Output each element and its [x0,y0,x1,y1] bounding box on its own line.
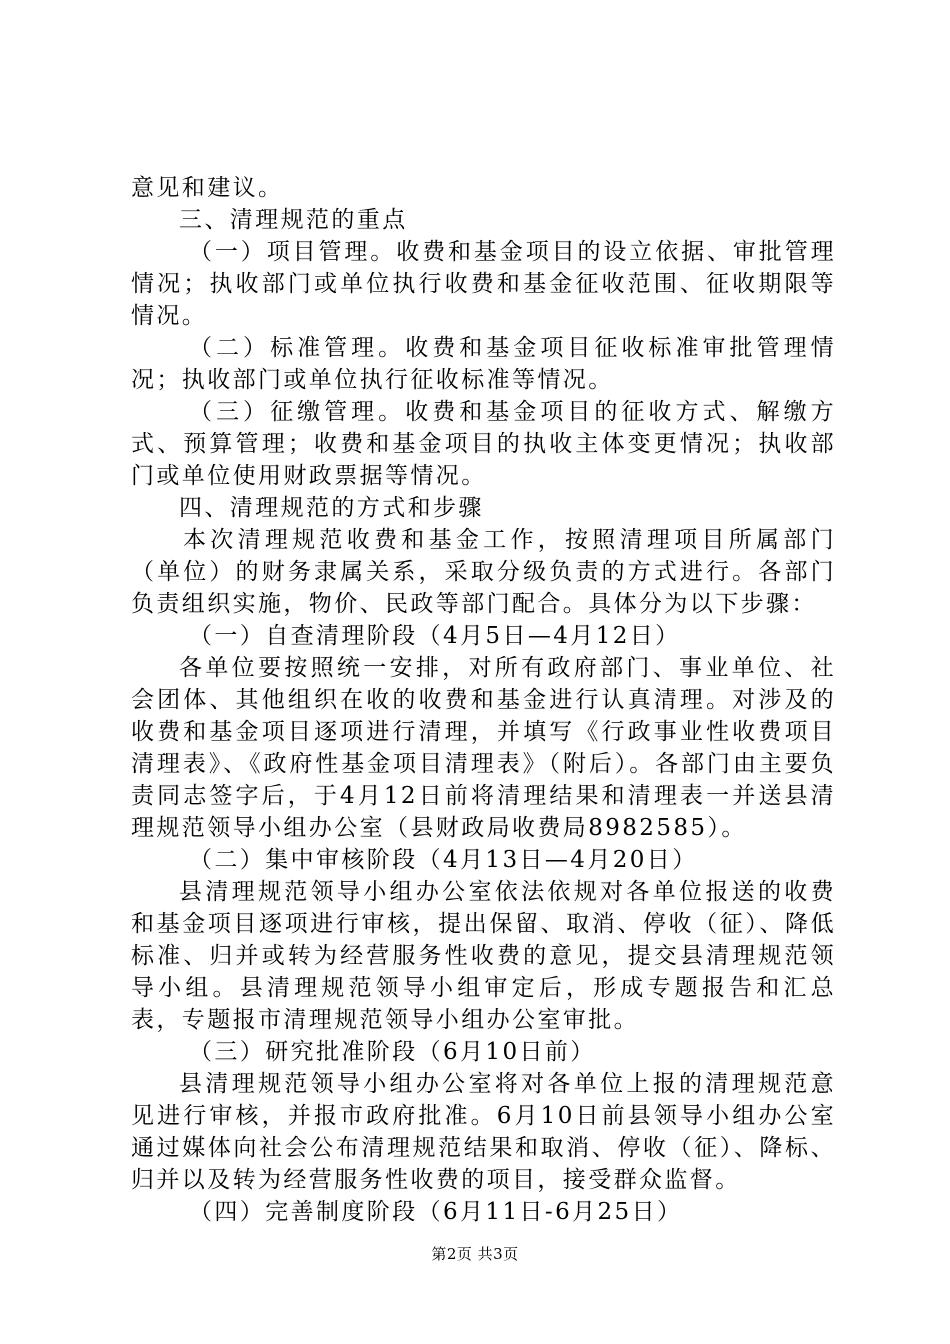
stage-heading-approval: （三）研究批准阶段（6月10日前） [189,1039,596,1065]
paragraph-self-check: 各单位要按照统一安排，对所有政府部门、事业单位、社会团体、其他组织在收的收费和基金进行认真清理。对涉及的收费和基金项目逐项进行清理，并填写《行政事业性收费项目清理表》、《政府性基金项目清理表》（附后）。各部门由主要负责同志签字后，于4月12日前将清理结果和清理表一并送县清理规范领导小组办公室（县财政局收费局8982585）。 [131,655,836,841]
paragraph-standard-management: （二）标准管理。收费和基金项目征收标准审批管理情况；执收部门或单位执行征收标准等情况。 [131,335,836,393]
page-number-label: 第2页 共3页 [431,1245,519,1263]
page-footer [0,1244,950,1264]
paragraph-method-overview: 本次清理规范收费和基金工作，按照清理项目所属部门（单位）的财务隶属关系，采取分级负责的方式进行。各部门负责组织实施，物价、民政等部门配合。具体分为以下步骤： [131,527,836,617]
paragraph-continuation: 意见和建议。 [131,175,284,201]
document-body [131,172,836,1228]
section-heading-4: 四、清理规范的方式和步骤 [179,495,484,521]
section-heading-3: 三、清理规范的重点 [179,207,408,233]
stage-heading-improvement: （四）完善制度阶段（6月11日-6月25日） [189,1199,683,1225]
paragraph-approval: 县清理规范领导小组办公室将对各单位上报的清理规范意见进行审核，并报市政府批准。6月10日前县领导小组办公室通过媒体向社会公布清理规范结果和取消、停收（征）、降标、归并以及转为经营服务性收费的项目，接受群众监督。 [131,1071,836,1193]
paragraph-collection-management: （三）征缴管理。收费和基金项目的征收方式、解缴方式、预算管理；收费和基金项目的执收主体变更情况；执收部门或单位使用财政票据等情况。 [131,399,836,489]
paragraph-project-management: （一）项目管理。收费和基金项目的设立依据、审批管理情况；执收部门或单位执行收费和基金征收范围、征收期限等情况。 [131,239,836,329]
stage-heading-self-check: （一）自查清理阶段（4月5日—4月12日） [189,623,681,649]
stage-heading-review: （二）集中审核阶段（4月13日—4月20日） [189,847,698,873]
paragraph-review: 县清理规范领导小组办公室依法依规对各单位报送的收费和基金项目逐项进行审核，提出保留、取消、停收（征）、降低标准、归并或转为经营服务性收费的意见，提交县清理规范领导小组。县清理规范领导小组审定后，形成专题报告和汇总表，专题报市清理规范领导小组办公室审批。 [131,879,836,1033]
